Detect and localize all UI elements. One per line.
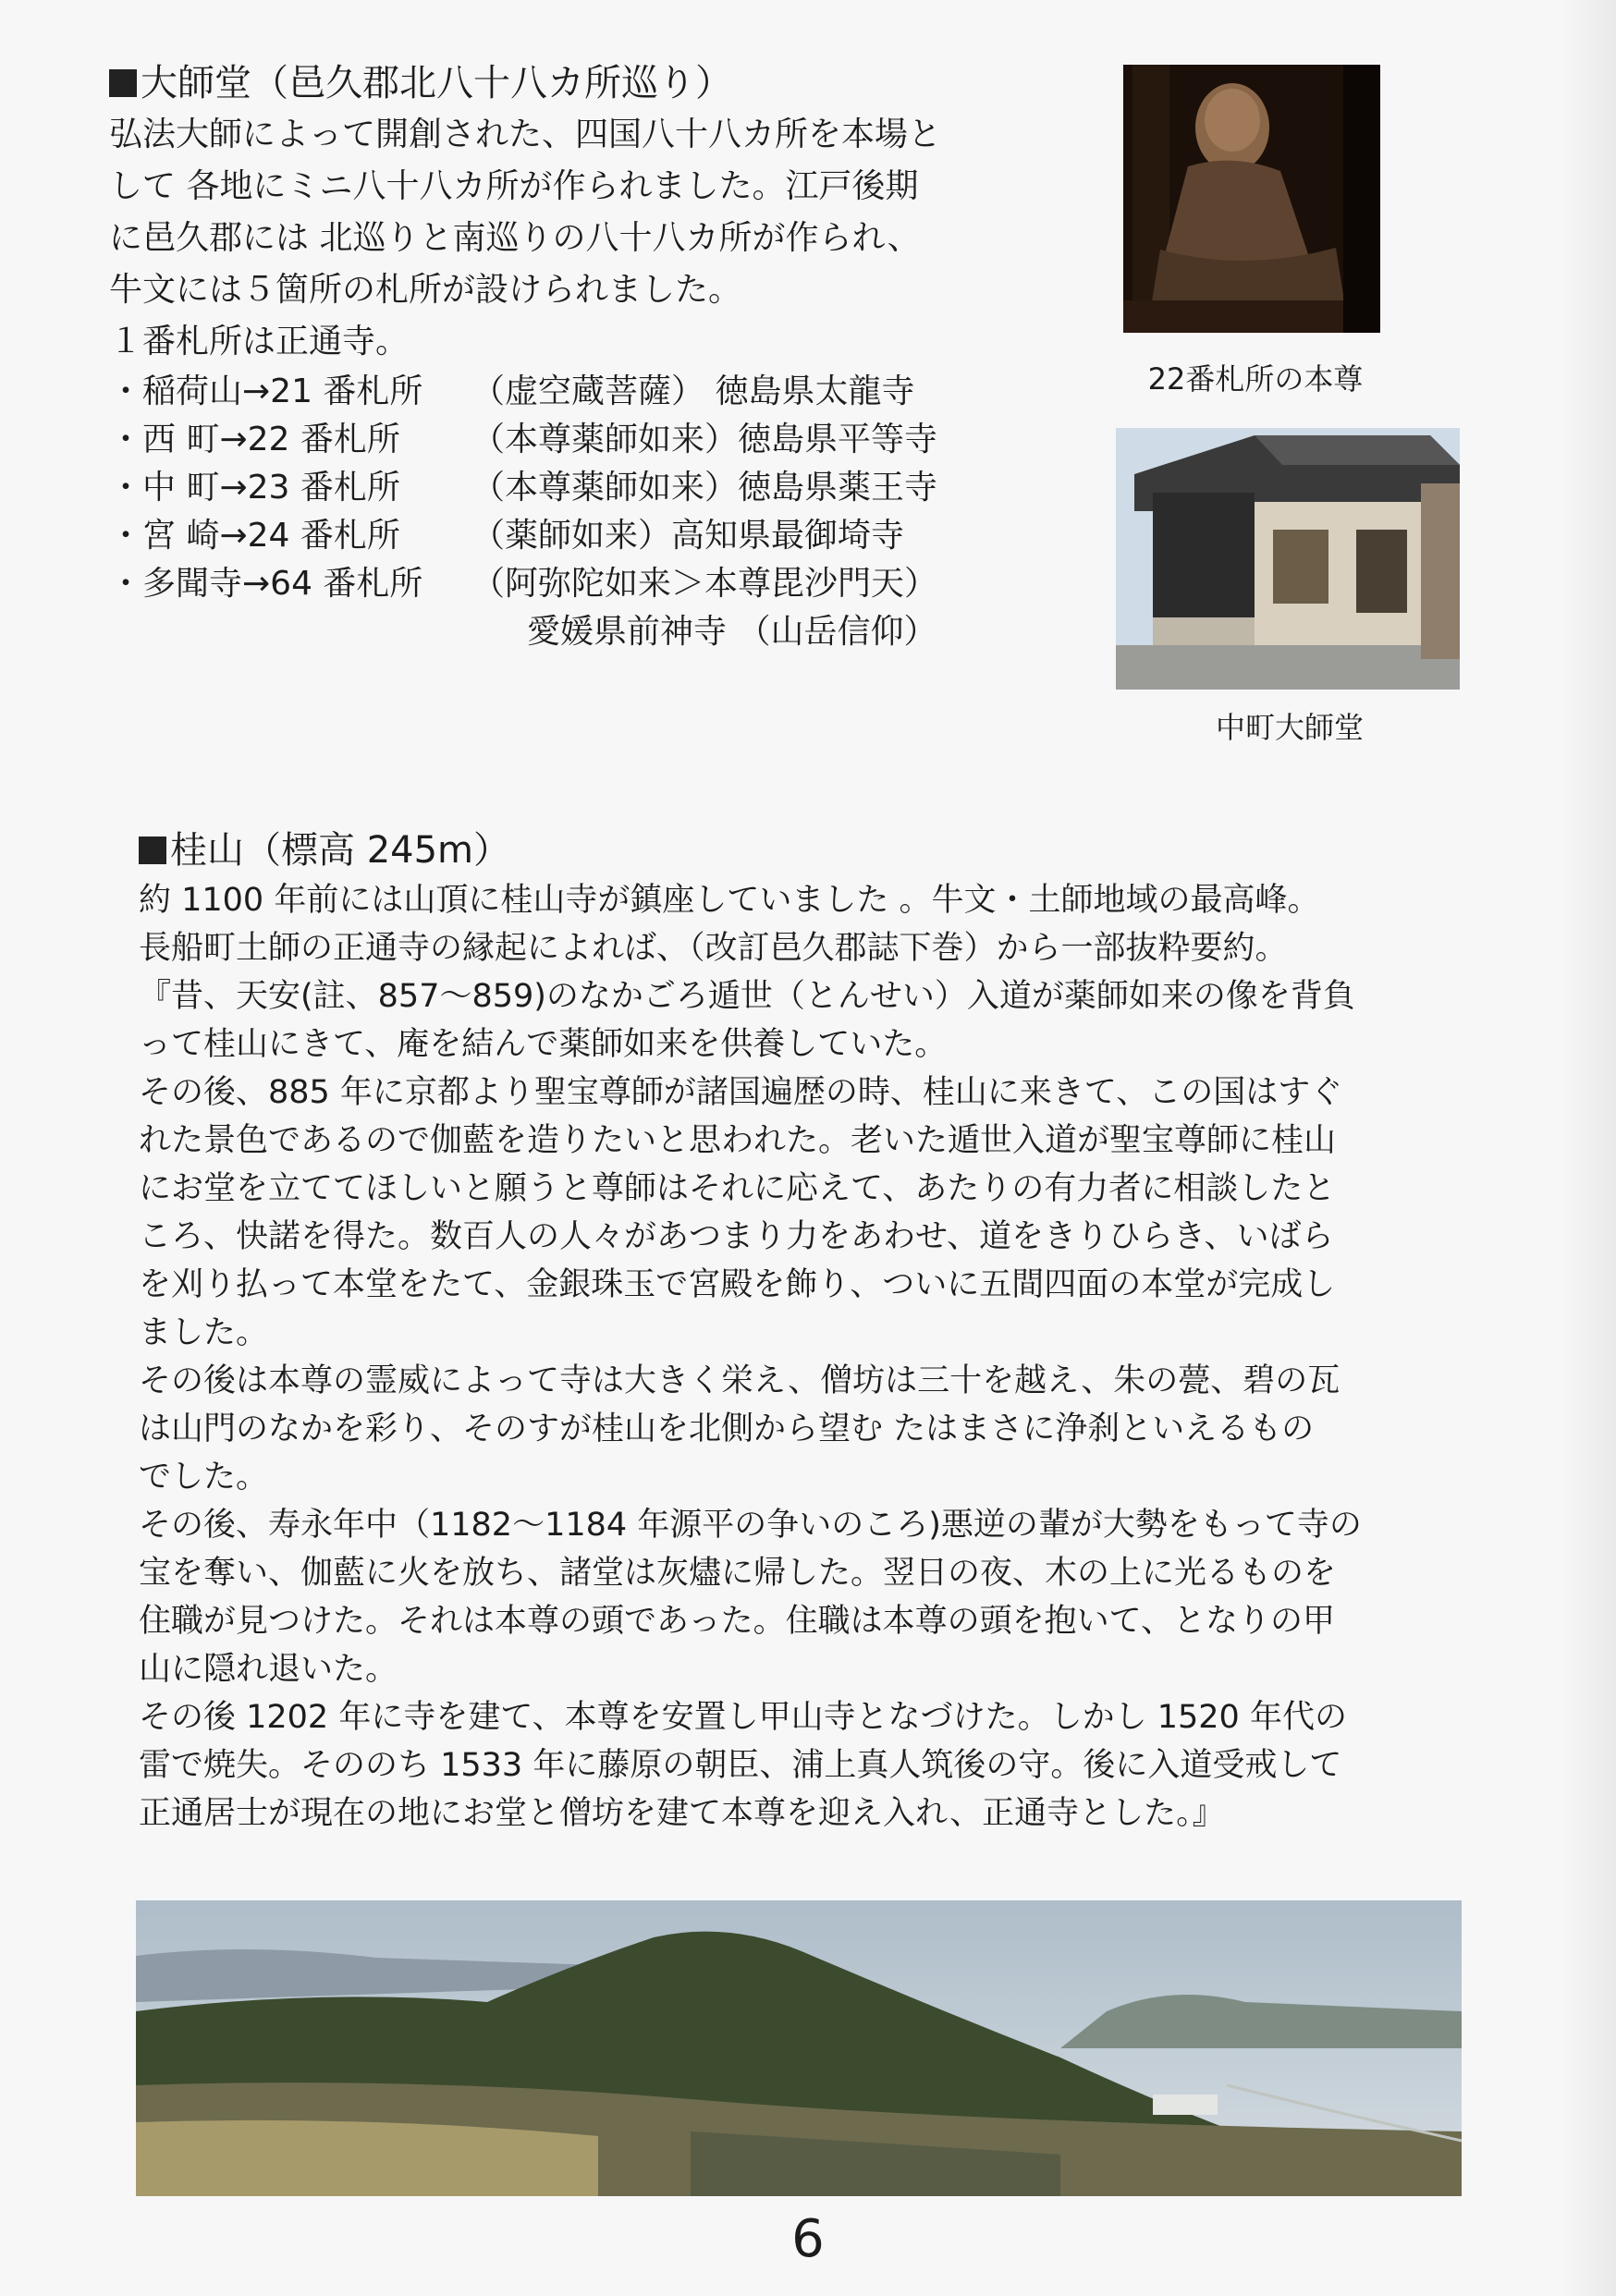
- list-item: [109, 416, 1080, 464]
- text-line: 山に隠れ退いた。: [139, 1651, 398, 1688]
- list-item-site: ・西 町→22 番札所: [109, 421, 400, 458]
- list-item-site: ・稲荷山→21 番札所: [109, 372, 423, 410]
- list-item-detail: （薬師如来）高知県最御埼寺: [471, 517, 905, 555]
- text-line: って桂山にきて、庵を結んで薬師如来を供養していた。: [139, 1026, 948, 1063]
- text-line: に邑久郡には 北巡りと南巡りの八十八カ所が作られ、: [109, 219, 921, 257]
- text-line: その後 1202 年に寺を建て、本尊を安置し甲山寺となづけた。しかし 1520 年代の: [139, 1699, 1347, 1736]
- list-item: [109, 464, 1080, 512]
- text-line: 『昔、天安(註、857〜859)のなかごろ遁世（とんせい）入道が薬師如来の像を背負: [139, 978, 1355, 1015]
- text-line: は山門のなかを彩り、そのすが桂山を北側から望む たはまさに浄刹といえるもの: [139, 1411, 1315, 1447]
- section-heading: [109, 57, 1080, 109]
- text-line: 弘法大師によって開創された、四国八十八カ所を本場と: [109, 116, 942, 153]
- page-number: 6: [791, 2209, 825, 2269]
- text-line: その後は本尊の霊威によって寺は大きく栄え、僧坊は三十を越え、朱の甍、碧の瓦: [139, 1362, 1341, 1399]
- fudasho-list: [109, 368, 1080, 656]
- section-katsurayama: [139, 824, 1488, 1838]
- text-line: れた景色であるので伽藍を造りたいと思われた。老いた遁世入道が聖宝尊師に桂山: [139, 1122, 1337, 1159]
- katsurayama-body: [139, 876, 1488, 1838]
- list-item-site: ・宮 崎→24 番札所: [109, 517, 400, 555]
- text-line: ました。: [139, 1314, 269, 1351]
- photo-caption: 中町大師堂: [1215, 710, 1364, 745]
- list-item-site: ・中 町→23 番札所: [109, 469, 400, 507]
- intro-paragraph: [109, 109, 1080, 368]
- list-item-detail: （阿弥陀如来＞本尊毘沙門天）: [471, 565, 938, 603]
- building-image: [1116, 428, 1460, 690]
- list-item: [109, 512, 1080, 560]
- list-item-site: ・多聞寺→64 番札所: [109, 565, 423, 603]
- list-item: [109, 368, 1080, 416]
- heading-text: 大師堂（邑久郡北八十八カ所巡り）: [141, 62, 732, 104]
- text-line: でした。: [139, 1459, 269, 1496]
- list-item-detail: （虚空蔵菩薩） 徳島県太龍寺: [471, 372, 915, 410]
- text-line: にお堂を立ててほしいと願うと尊師はそれに応えて、あたりの有力者に相談したと: [139, 1170, 1336, 1207]
- text-line: 雷で焼失。そののち 1533 年に藤原の朝臣、浦上真人筑後の守。後に入道受戒して: [139, 1747, 1342, 1784]
- heading-text: 桂山（標高 245m）: [170, 829, 511, 872]
- page-edge-shadow: [1561, 0, 1616, 2296]
- statue-image: [1123, 65, 1380, 333]
- text-line: 牛文には５箇所の札所が設けられました。: [109, 271, 742, 309]
- list-item-detail: （本尊薬師如来）徳島県平等寺: [471, 421, 938, 458]
- section-daishido: [109, 57, 1080, 656]
- square-bullet-icon: [109, 69, 137, 97]
- list-item-detail: （本尊薬師如来）徳島県薬王寺: [471, 469, 938, 507]
- text-line: その後、885 年に京都より聖宝尊師が諸国遍歴の時、桂山に来きて、この国はすぐ: [139, 1074, 1343, 1111]
- section-heading: [139, 824, 1488, 876]
- buddha-statue-photo: [1123, 65, 1380, 333]
- text-line: ころ、快諾を得た。数百人の人々があつまり力をあわせ、道をきりひらき、いばら: [139, 1218, 1334, 1255]
- text-line: 宝を奪い、伽藍に火を放ち、諸堂は灰燼に帰した。翌日の夜、木の上に光るものを: [139, 1555, 1337, 1592]
- mountain-image: [136, 1900, 1462, 2196]
- list-item: [109, 560, 1080, 608]
- text-line: 住職が見つけた。それは本尊の頭であった。住職は本尊の頭を抱いて、となりの甲: [139, 1603, 1335, 1640]
- list-item-continuation: [109, 608, 1080, 656]
- text-line: 正通居士が現在の地にお堂と僧坊を建て本尊を迎え入れ、正通寺とした。』: [139, 1795, 1225, 1832]
- text-line: を刈り払って本堂をたて、金銀珠玉で宮殿を飾り、ついに五間四面の本堂が完成し: [139, 1266, 1336, 1303]
- photo-caption: 22番札所の本尊: [1147, 361, 1364, 397]
- list-continuation-text: 愛媛県前神寺 （山岳信仰）: [527, 613, 937, 651]
- nakamachi-daishido-photo: [1116, 428, 1460, 690]
- text-line: その後、寿永年中（1182〜1184 年源平の争いのころ)悪逆の輩が大勢をもって寺の: [139, 1507, 1362, 1544]
- text-line: して 各地にミニ八十八カ所が作られました。江戸後期: [109, 167, 919, 205]
- mountain-panorama-photo: [136, 1900, 1462, 2196]
- text-line: １番札所は正通寺。: [109, 323, 410, 360]
- text-line: 約 1100 年前には山頂に桂山寺が鎮座していました 。牛文・土師地域の最高峰。: [139, 882, 1320, 919]
- square-bullet-icon: [139, 837, 166, 864]
- text-line: 長船町土師の正通寺の縁起によれば、（改訂邑久郡誌下巻）から一部抜粋要約。: [139, 930, 1288, 967]
